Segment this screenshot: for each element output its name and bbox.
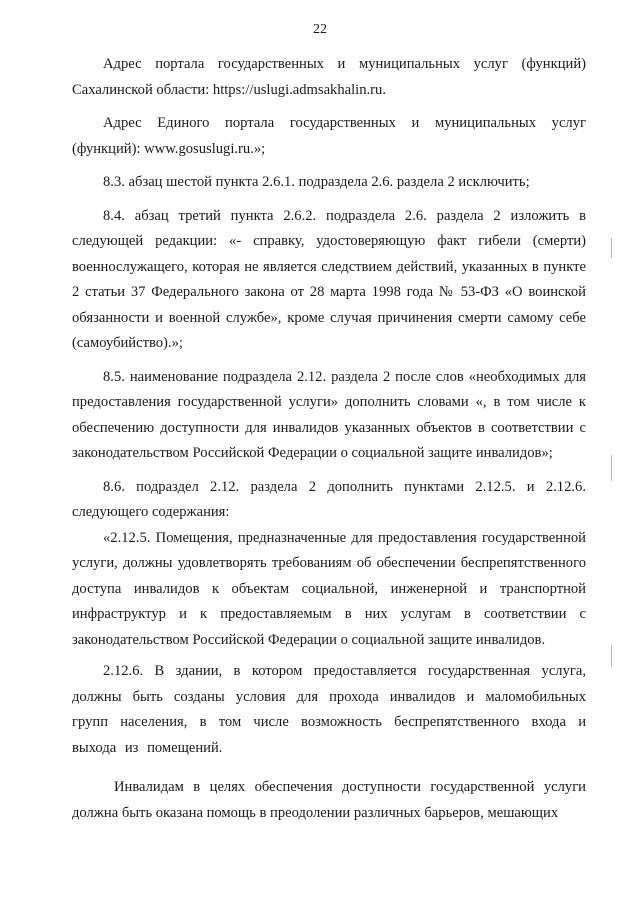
paragraph-item-8-6: 8.6. подраздел 2.12. раздела 2 дополнить пунктами 2.12.5. и 2.12.6. следующего содержания: — [72, 478, 586, 520]
scan-margin-mark — [611, 455, 612, 481]
scan-margin-mark — [611, 238, 612, 258]
paragraph-clause-2-12-6: 2.12.6. В здании, в котором предоставляется государственная услуга, должны быть созданы условия для прохода инвалидов и маломобильных групп населения, в том числе возможность беспрепятственного входа и выхода из помещений. — [72, 663, 586, 756]
paragraph-item-8-3: 8.3. абзац шестой пункта 2.6.1. подраздела 2.6. раздела 2 исключить; — [103, 174, 530, 190]
paragraph-item-8-4: 8.4. абзац третий пункта 2.6.2. подраздела 2.6. раздела 2 изложить в следующей редакции: «- справку, удостоверяющую факт гибели (смерти) военнослужащего, которая не является следствием действий, указанных в пункте 2 статьи 37 Федерального закона от 28 марта 1998 года № 53-ФЗ «О воинской обязанности и военной службе», кроме случая причинения смерти самому себе (самоубийство).»; — [72, 207, 586, 351]
paragraph-item-8-5: 8.5. наименование подраздела 2.12. раздела 2 после слов «необходимых для предоставления государственной услуги» дополнить словами «, в том числе к обеспечению доступности для инвалидов указанных объектов в соответствии с законодательством Российской Федерации о социальной защите инвалидов»; — [72, 368, 586, 461]
scan-margin-mark — [611, 645, 612, 667]
paragraph-disabled-assistance: Инвалидам в целях обеспечения доступности государственной услуги должна быть оказана помощь в преодолении различных барьеров, мешающих — [72, 779, 586, 821]
page-number: 22 — [313, 22, 327, 37]
paragraph-clause-2-12-5: «2.12.5. Помещения, предназначенные для предоставления государственной услуги, должны удовлетворять требованиям об обеспечении беспрепятственного доступа инвалидов к объектам социальной, инженерной и транспортной инфраструктур и к предоставляемым в них услугам в соответствии с законодательством Российской Федерации о социальной защите инвалидов. — [72, 529, 586, 648]
paragraph-unified-portal-address: Адрес Единого портала государственных и муниципальных услуг (функций): www.gosuslugi.ru.»; — [72, 115, 586, 157]
document-body — [72, 52, 586, 826]
paragraph-regional-portal-address: Адрес портала государственных и муниципальных услуг (функций) Сахалинской области: https://uslugi.admsakhalin.ru. — [72, 56, 586, 98]
